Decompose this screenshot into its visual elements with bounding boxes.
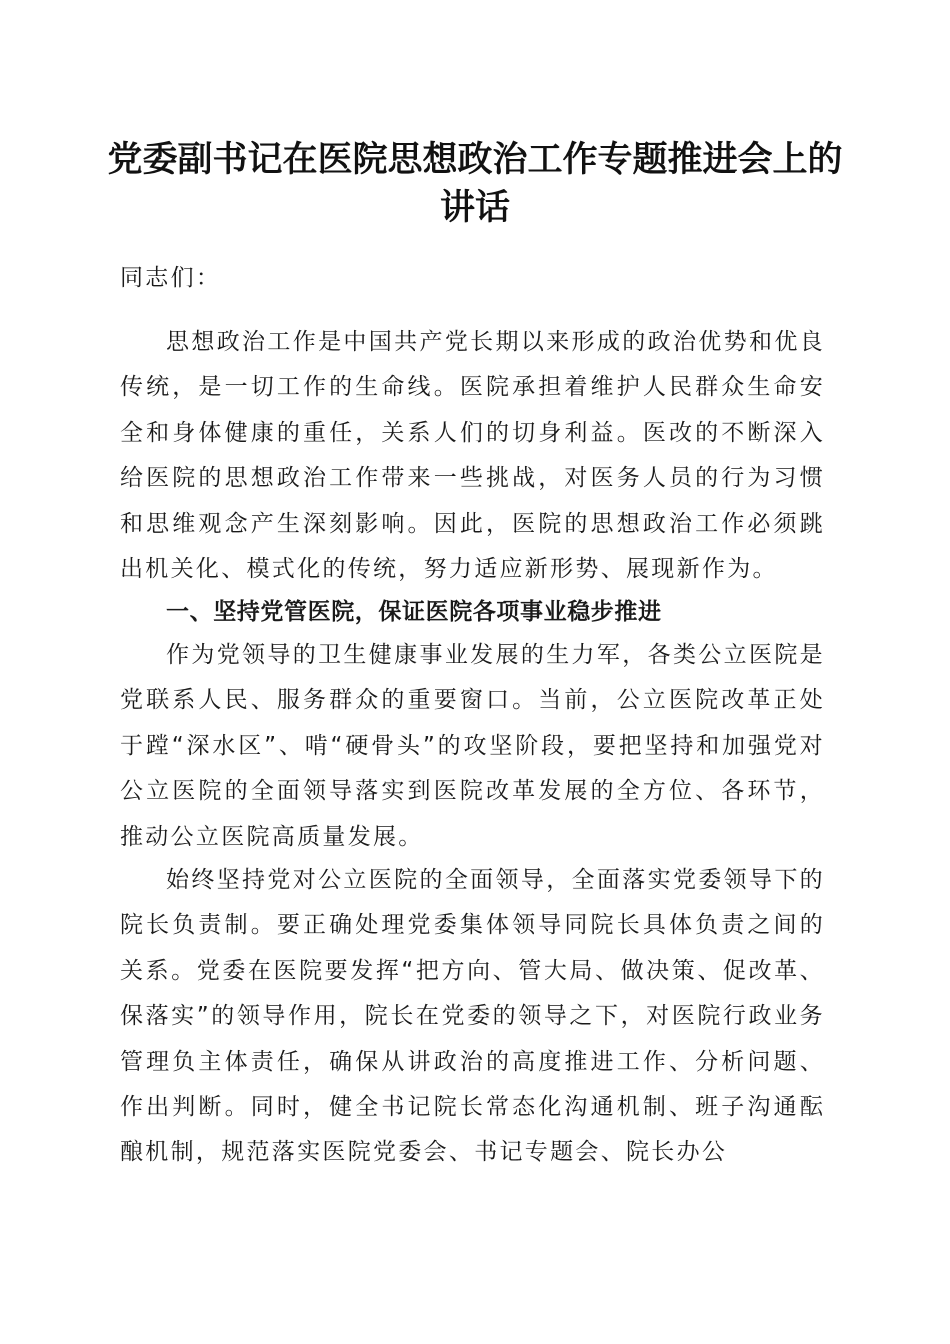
paragraph-section1-a: 作为党领导的卫生健康事业发展的生力军，各类公立医院是党联系人民、服务群众的重要窗口。当前，公立医院改革正处于蹚“深水区”、啃“硬骨头”的攻坚阶段，要把坚持和加强党对公立医院的全面领导落实到医院改革发展的全方位、各环节，推动公立医院高质量发展。 bbox=[120, 642, 825, 850]
paragraph-section1-b: 始终坚持党对公立医院的全面领导，全面落实党委领导下的院长负责制。要正确处理党委集体领导同院长具体负责之间的关系。党委在医院要发挥“把方向、管大局、做决策、促改革、保落实”的领导作用，院长在党委的领导之下，对医院行政业务管理负主体责任，确保从讲政治的高度推进工作、分析问题、作出判断。同时，健全书记院长常态化沟通机制、班子沟通酝酿机制，规范落实医院党委会、书记专题会、院长办公 bbox=[120, 867, 825, 1166]
salutation: 同志们： bbox=[120, 265, 222, 291]
paragraph-intro: 思想政治工作是中国共产党长期以来形成的政治优势和优良传统，是一切工作的生命线。医院承担着维护人民群众生命安全和身体健康的重任，关系人们的切身利益。医改的不断深入给医院的思想政治工作带来一些挑战，对医务人员的行为习惯和思维观念产生深刻影响。因此，医院的思想政治工作必须跳出机关化、模式化的传统，努力适应新形势、展现新作为。 bbox=[120, 329, 825, 583]
section-heading-1: 一、坚持党管医院，保证医院各项事业稳步推进 bbox=[166, 599, 662, 625]
document-title: 党委副书记在医院思想政治工作专题推进会上的讲话 bbox=[107, 139, 843, 228]
